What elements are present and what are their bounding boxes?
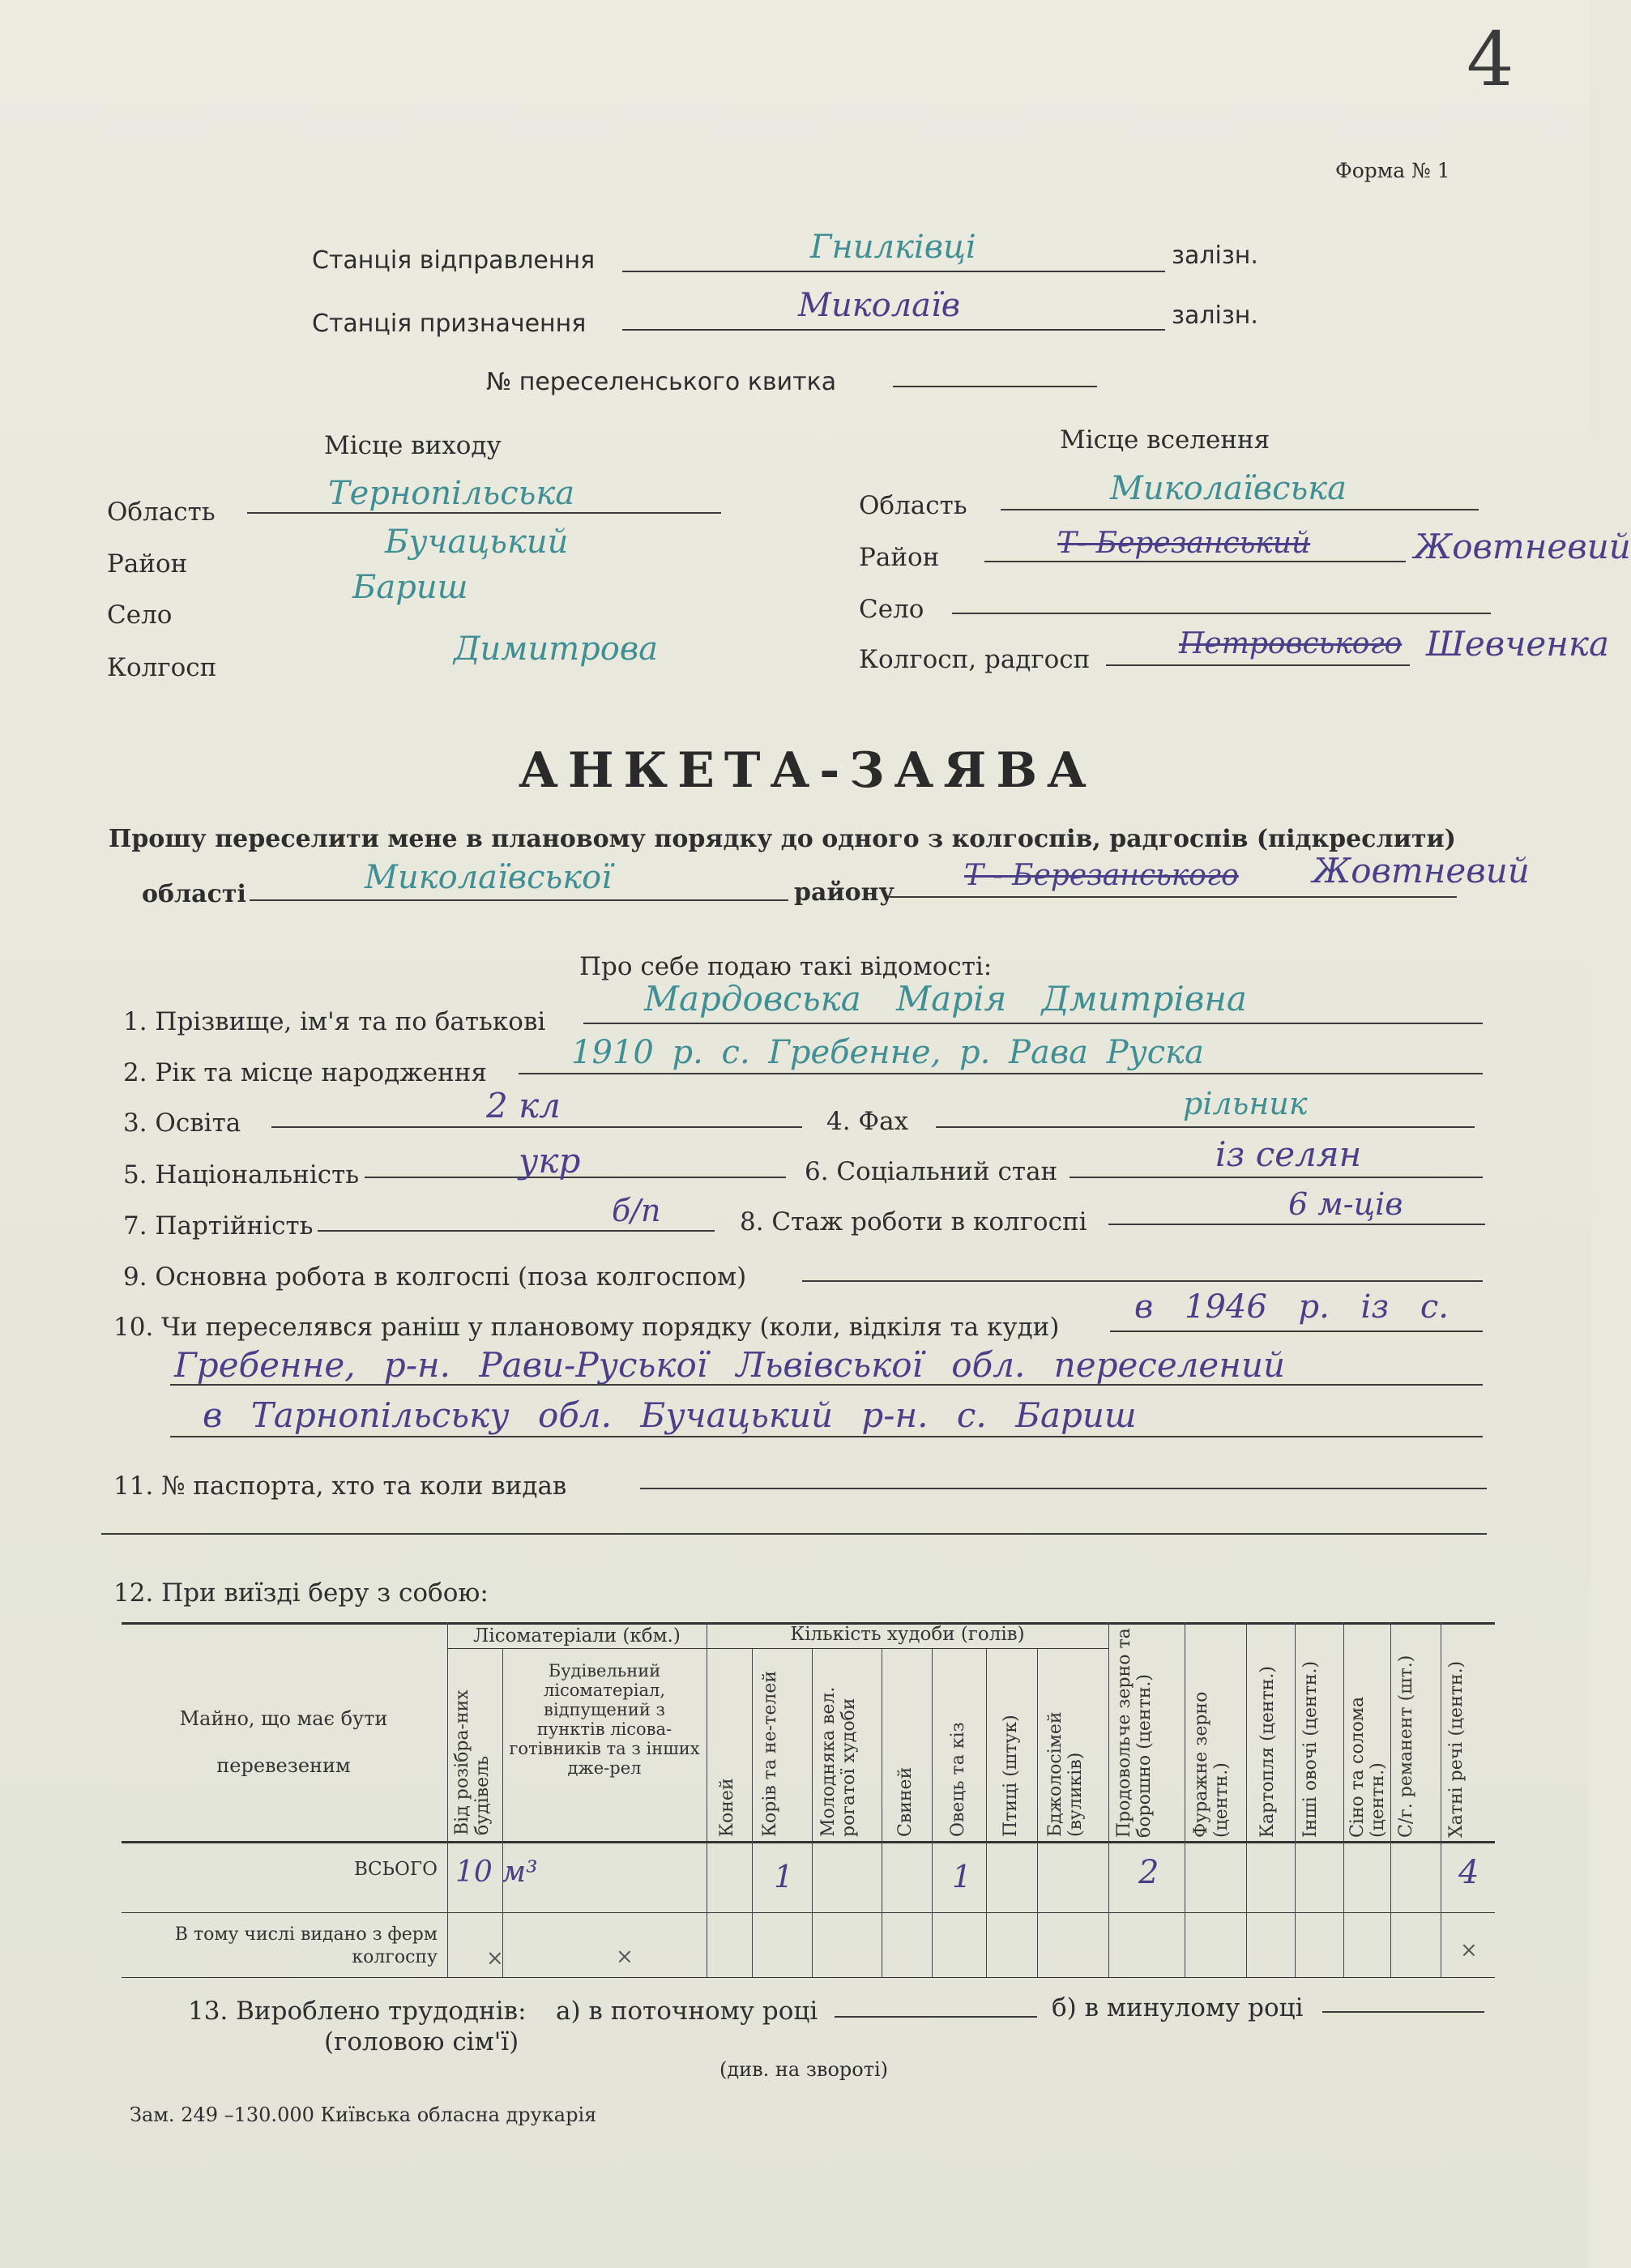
workdays-current-line — [835, 2016, 1037, 2018]
origin-heading: Місце виходу — [324, 431, 502, 460]
field-1-label: 1. Прізвище, ім'я та по батькові — [123, 1007, 546, 1036]
field-8-label: 8. Стаж роботи в колгоспі — [740, 1207, 1087, 1237]
origin-oblast-line — [247, 512, 721, 514]
field-5-value: укр — [519, 1141, 581, 1181]
field-3-label: 3. Освіта — [123, 1108, 241, 1138]
destination-kolhosp-line — [1106, 664, 1410, 666]
field-5-label: 5. Національність — [123, 1160, 360, 1190]
destination-kolhosp-struck: Петровського — [1179, 627, 1403, 660]
resettlement-ticket-line — [893, 386, 1097, 387]
cross-dismantled: × — [486, 1946, 504, 1971]
departure-station-line — [622, 271, 1165, 272]
field-8-value: 6 м-ців — [1288, 1186, 1403, 1222]
table-col-dismantled: Від розібра-них будівель — [452, 1689, 493, 1835]
table-col-cows: Корів та не-телей — [760, 1670, 780, 1837]
field-7-value: б/п — [612, 1193, 661, 1228]
table-col-horses: Коней — [717, 1778, 737, 1837]
destination-heading: Місце вселення — [1060, 425, 1270, 455]
table-col-food-grain: Продовольче зерно та борошно (центн.) — [1114, 1628, 1155, 1838]
destination-kolhosp-label: Колгосп, радгосп — [859, 645, 1091, 674]
destination-station-value: Миколаїв — [798, 287, 961, 324]
table-col-vegetables: Інші овочі (центн.) — [1300, 1660, 1321, 1838]
request-oblast-label: області — [142, 880, 246, 908]
destination-oblast-value: Миколаївська — [1110, 470, 1347, 507]
origin-kolhosp-value: Димитрова — [454, 630, 658, 668]
cross-timber-issued: × — [616, 1945, 634, 1969]
request-oblast-line — [250, 899, 788, 901]
destination-oblast-label: Область — [859, 491, 967, 520]
destination-raion-label: Район — [859, 543, 940, 572]
table-col-timber-issued: Будівельний лісоматеріал, відпущений з пунктів лісова-готівників та з інших дже-рел — [509, 1661, 700, 1778]
field-6-line — [1070, 1177, 1483, 1178]
table-col-hay: Сіно та солома (центн.) — [1347, 1696, 1388, 1838]
field-11-line-2 — [101, 1533, 1487, 1535]
field-9-line — [802, 1280, 1483, 1282]
field-2-label: 2. Рік та місце народження — [123, 1058, 487, 1087]
workdays-current-label: а) в поточному році — [556, 1997, 818, 2026]
departure-station-label: Станція відправлення — [312, 246, 596, 275]
table-col-household: Хатні речі (центн.) — [1446, 1660, 1467, 1838]
field-4-label: 4. Фах — [826, 1107, 909, 1136]
departure-station-value: Гнилківці — [810, 229, 976, 266]
field-6-value: із селян — [1215, 1134, 1362, 1174]
destination-kolhosp-value: Шевченка — [1426, 624, 1609, 664]
origin-selo-label: Село — [107, 600, 173, 630]
field-11-line-1 — [640, 1488, 1487, 1489]
field-10-value-3: в Тарнопільську обл. Бучацький р-н. с. Бариш — [203, 1395, 1137, 1435]
field-11-label: 11. № паспорта, хто та коли видав — [113, 1471, 567, 1501]
origin-oblast-value: Тернопільська — [328, 475, 575, 512]
table-row-issued-label: В тому числі видано з ферм колгоспу — [174, 1924, 438, 1967]
field-3-value: 2 кл — [486, 1086, 561, 1125]
origin-raion-label: Район — [107, 549, 188, 579]
see-reverse-note: (див. на звороті) — [719, 2058, 889, 2081]
destination-station-line — [622, 329, 1165, 331]
request-text: Прошу переселити мене в плановому порядку до одного з колгоспів, радгоспів (підкреслити) — [109, 825, 1456, 853]
destination-raion-struck: Т- Березанський — [1057, 527, 1311, 560]
total-sheep: 1 — [952, 1859, 972, 1894]
total-household: 4 — [1458, 1854, 1479, 1891]
destination-raion-line — [984, 561, 1406, 562]
table-col-sheep: Овець та кіз — [948, 1722, 968, 1837]
workdays-sub: (головою сім'ї) — [324, 2027, 519, 2057]
field-10-line-1 — [1110, 1330, 1483, 1332]
destination-oblast-line — [1001, 509, 1479, 510]
field-6-label: 6. Соціальний стан — [805, 1157, 1058, 1186]
cross-household: × — [1460, 1938, 1478, 1963]
property-table — [122, 1622, 1495, 1979]
table-col-bees: Бджолосімей (вуликів) — [1045, 1711, 1086, 1837]
field-2-line — [519, 1073, 1483, 1074]
total-food-grain: 2 — [1138, 1854, 1159, 1891]
field-12-label: 12. При виїзді беру з собою: — [113, 1578, 489, 1608]
origin-oblast-label: Область — [107, 498, 216, 527]
table-col-birds: Птиці (штук) — [1001, 1715, 1021, 1837]
total-cows: 1 — [774, 1859, 794, 1894]
destination-raion-value: Жовтневий — [1414, 527, 1631, 566]
table-col-young-cattle: Молодняка вел. рогатої худоби — [818, 1686, 859, 1837]
table-row-total-label: ВСЬОГО — [354, 1859, 438, 1880]
destination-station-label: Станція призначення — [312, 310, 587, 338]
document-title: АНКЕТА-ЗАЯВА — [519, 742, 1096, 799]
field-10-value-1: в 1946 р. із с. — [1134, 1288, 1449, 1326]
archive-page-number: 4 — [1467, 16, 1514, 103]
destination-rail-suffix: залізн. — [1172, 301, 1258, 330]
request-oblast-value: Миколаївської — [365, 859, 613, 896]
table-col-property: Майно, що має бути перевезеним — [179, 1707, 388, 1777]
field-1-line — [583, 1023, 1483, 1024]
origin-raion-value: Бучацький — [385, 523, 569, 561]
field-9-label: 9. Основна робота в колгоспі (поза колгоспом) — [123, 1262, 747, 1292]
origin-kolhosp-label: Колгосп — [107, 653, 217, 682]
total-dismantled: 10 м³ — [455, 1856, 538, 1889]
info-heading: Про себе подаю такі відомості: — [579, 952, 993, 981]
table-col-tools: С/г. реманент (шт.) — [1396, 1655, 1416, 1838]
field-1-value: Мардовська Марія Дмитрівна — [644, 979, 1247, 1019]
request-raion-line — [890, 896, 1457, 898]
form-number: Форма № 1 — [1335, 159, 1450, 182]
table-group-cattle: Кількість худоби (голів) — [790, 1624, 1025, 1645]
workdays-previous-line — [1322, 2011, 1484, 2013]
field-10-value-2: Гребенне, р-н. Рави-Руської Львівської обл. переселений — [174, 1345, 1286, 1385]
field-8-line — [1108, 1224, 1485, 1225]
table-col-pigs: Свиней — [895, 1766, 916, 1837]
request-raion-struck: Т - Березанського — [964, 859, 1239, 892]
field-10-line-3 — [170, 1436, 1483, 1437]
request-raion-value: Жовтневий — [1313, 851, 1530, 891]
field-10-label: 10. Чи переселявся раніш у плановому порядку (коли, відкіля та куди) — [113, 1313, 1060, 1342]
printer-imprint: Зам. 249 –130.000 Київська обласна друкарія — [130, 2104, 597, 2126]
departure-rail-suffix: залізн. — [1172, 241, 1258, 270]
field-3-line — [271, 1126, 802, 1128]
table-col-fodder: Фуражне зерно (центн.) — [1191, 1691, 1232, 1838]
field-4-value: рільник — [1183, 1086, 1308, 1121]
field-4-line — [936, 1126, 1475, 1128]
field-2-value: 1910 р. с. Гребенне, р. Рава Руска — [571, 1034, 1204, 1071]
resettlement-ticket-label: № переселенського квитка — [486, 368, 837, 396]
field-7-line — [318, 1230, 715, 1232]
origin-selo-value: Бариш — [352, 569, 468, 606]
field-7-label: 7. Партійність — [123, 1211, 314, 1241]
destination-selo-label: Село — [859, 595, 924, 624]
destination-selo-line — [952, 613, 1491, 614]
table-group-timber: Лісоматеріали (кбм.) — [473, 1625, 681, 1647]
workdays-label: 13. Вироблено трудоднів: — [188, 1997, 527, 2026]
request-raion-label: району — [794, 878, 894, 907]
workdays-previous-label: б) в минулому році — [1052, 1993, 1304, 2022]
table-col-potatoes: Картопля (центн.) — [1257, 1666, 1278, 1838]
